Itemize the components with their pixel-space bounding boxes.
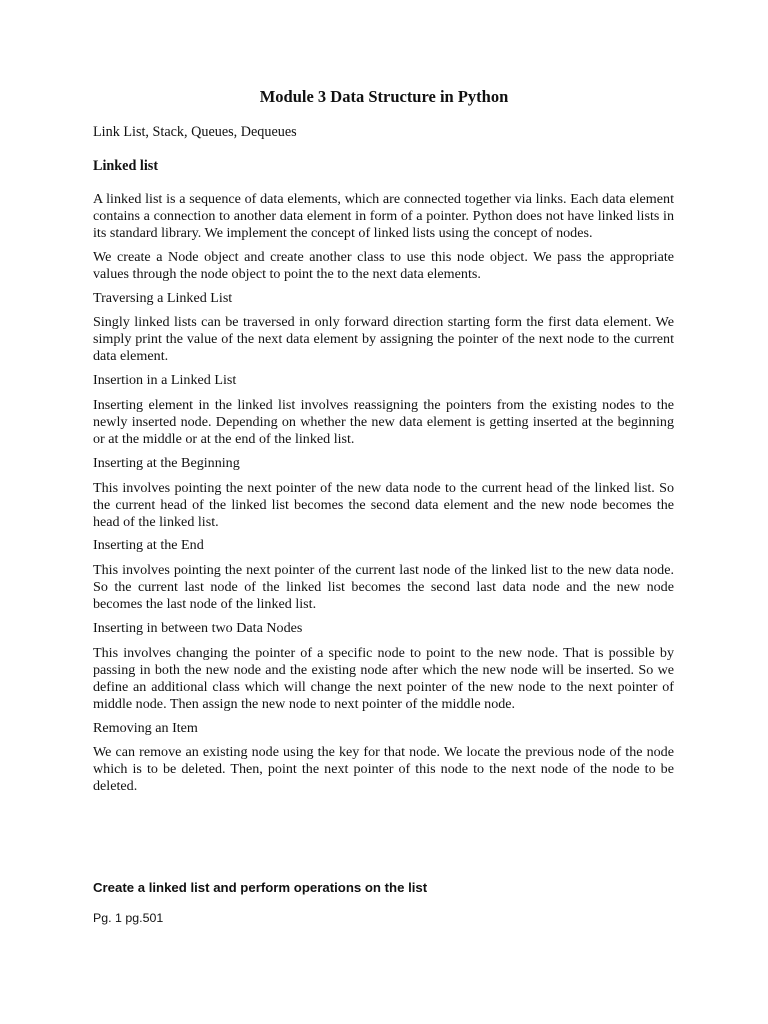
paragraph-inserting-end: This involves pointing the next pointer of the current last node of the linked list to the new data node. So the current last node of the linked list becomes the second last data node and the new node becomes the last node of the linked list. bbox=[93, 562, 674, 613]
subheading-inserting-end: Inserting at the End bbox=[93, 537, 204, 554]
paragraph-removing: We can remove an existing node using the key for that node. We locate the previous node of the node which is to be deleted. Then, point the next pointer of this node to the next node of the node to be deleted. bbox=[93, 744, 674, 795]
exercise-heading: Create a linked list and perform operations on the list bbox=[93, 880, 428, 895]
subheading-inserting-beginning: Inserting at the Beginning bbox=[93, 454, 240, 471]
paragraph-insertion: Inserting element in the linked list involves reassigning the pointers from the existing nodes to the newly inserted node. Depending on whether the new data element is getting inserted at the beginning or at the middle or at the end of the linked list. bbox=[93, 397, 674, 447]
paragraph-node-object: We create a Node object and create another class to use this node object. We pass the appropriate values through the node object to point the to the next data elements. bbox=[93, 248, 674, 282]
paragraph-linked-list-definition: A linked list is a sequence of data elements, which are connected together via links. Each data element contains a connection to another data element in form of a pointer. Python does not have linked lists in its standard library. We implement the concept of linked lists using the concept of nodes. bbox=[93, 191, 674, 241]
subheading-removing: Removing an Item bbox=[93, 719, 198, 736]
section-heading: Linked list bbox=[93, 158, 159, 174]
document-title: Module 3 Data Structure in Python bbox=[259, 87, 509, 106]
paragraph-inserting-beginning: This involves pointing the next pointer of the new data node to the current head of the linked list. So the current head of the linked list becomes the second data element and the new node becomes the head of the linked list. bbox=[93, 479, 674, 530]
paragraph-traversing: Singly linked lists can be traversed in only forward direction starting form the first data element. We simply print the value of the next data element by assigning the pointer of the next node to the current data element. bbox=[93, 314, 674, 365]
subheading-insertion: Insertion in a Linked List bbox=[93, 372, 237, 389]
subheading-traversing: Traversing a Linked List bbox=[93, 289, 233, 306]
paragraph-inserting-between: This involves changing the pointer of a specific node to point to the new node. That is possible by passing in both the new node and the existing node after which the new node will be inserted. So we define an additional class which will change the next pointer of the new node to the next pointer of middle node. Then assign the new node to next pointer of the middle node. bbox=[93, 644, 674, 712]
page-reference: Pg. 1 pg.501 bbox=[93, 911, 164, 925]
document-body bbox=[93, 191, 674, 802]
document-subtitle: Link List, Stack, Queues, Dequeues bbox=[93, 124, 297, 140]
subheading-inserting-between: Inserting in between two Data Nodes bbox=[93, 620, 303, 637]
